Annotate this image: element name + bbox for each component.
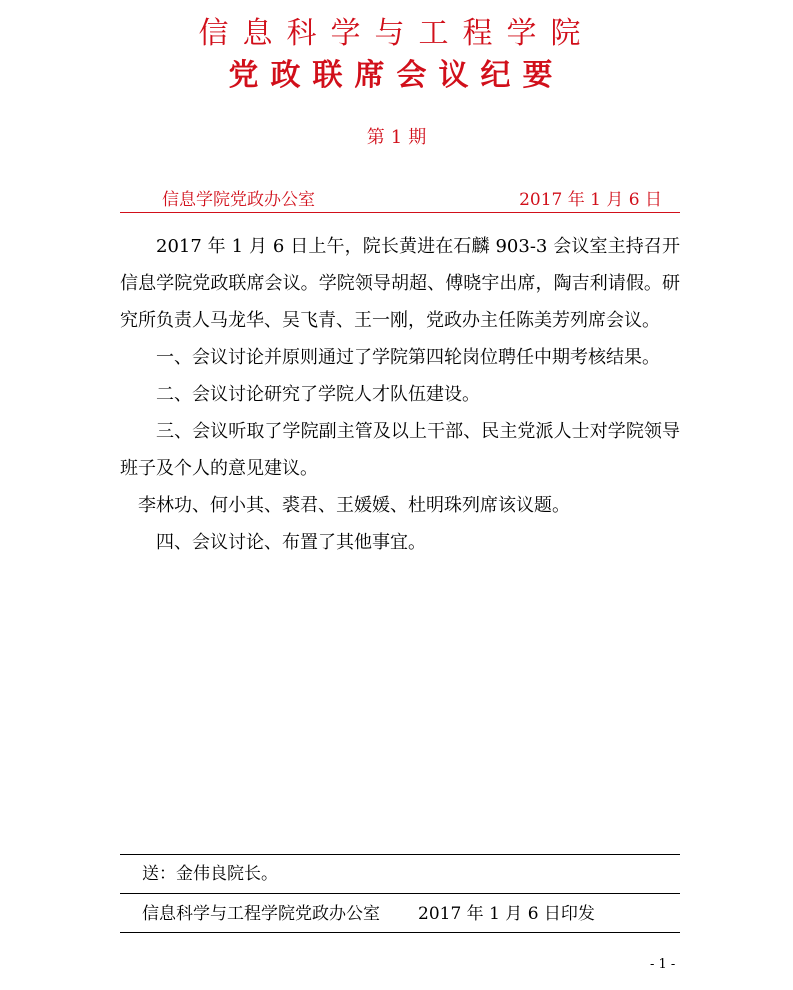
header-organization: 信息科学与工程学院 (198, 16, 595, 51)
printing-office: 信息科学与工程学院党政办公室 (142, 904, 380, 924)
issue-date: 2017 年 1 月 6 日 (519, 190, 662, 210)
agenda-item-2: 二、会议讨论研究了学院人才队伍建设。 (156, 384, 480, 405)
attendees-note: 李林功、何小其、裘君、王媛媛、杜明珠列席该议题。 (138, 495, 570, 516)
distribution-footer (120, 854, 680, 933)
intro-paragraph: 2017 年 1 月 6 日上午，院长黄进在石麟 903-3 会议室主持召开信息学院党政联席会议。学院领导胡超、傅晓宇出席，陶吉利请假。研究所负责人马龙华、吴飞青、王一刚，党政办主任陈美芳列席会议。 (120, 236, 680, 331)
agenda-item-3: 三、会议听取了学院副主管及以上干部、民主党派人士对学院领导班子及个人的意见建议。 (120, 421, 680, 479)
issue-label (0, 126, 793, 150)
agenda-item-1: 一、会议讨论并原则通过了学院第四轮岗位聘任中期考核结果。 (156, 347, 660, 368)
issuer-date-line (120, 188, 680, 213)
issue-prefix: 第 (366, 127, 385, 148)
cc-line: 送：金伟良院长。 (120, 854, 680, 894)
minutes-body (120, 228, 680, 561)
issue-number: 1 (390, 127, 403, 148)
issue-suffix: 期 (408, 127, 427, 148)
page-number: - 1 - (650, 957, 676, 972)
print-line (120, 894, 680, 933)
agenda-item-4: 四、会议讨论、布置了其他事宜。 (156, 532, 426, 553)
issuing-office: 信息学院党政办公室 (162, 190, 315, 210)
document-title: 党政联席会议纪要 (228, 58, 565, 93)
print-date: 2017 年 1 月 6 日印发 (418, 904, 595, 924)
